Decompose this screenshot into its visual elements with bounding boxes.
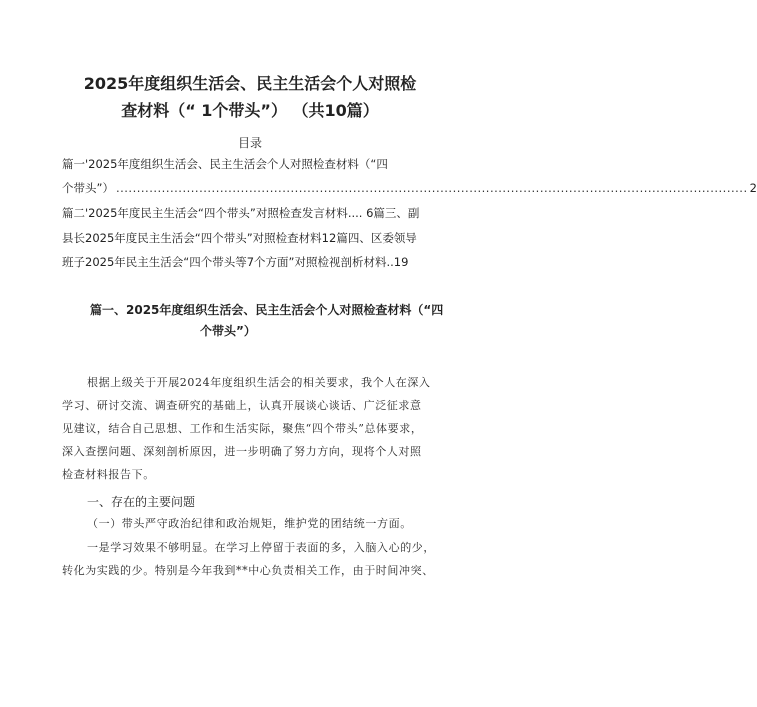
toc-leader-dots: ........................................................................................................................................................ <box>115 181 748 195</box>
section-title-line-1: 篇一、2025年度组织生活会、民主生活会个人对照检查材料（“四 <box>90 303 444 317</box>
toc-heading: 目录 <box>237 136 262 150</box>
body-line-1: 一是学习效果不够明显。在学习上停留于表面的多，入脑入心的少， <box>87 541 435 554</box>
section-title-line-2: 个带头”） <box>200 324 256 338</box>
paragraph-line-5: 检查材料报告下。 <box>62 468 155 481</box>
toc-entry-1-page: 2 <box>749 181 757 195</box>
paragraph-line-2: 学习、研讨交流、调查研究的基础上，认真开展谈心谈话、广泛征求意 <box>62 399 422 412</box>
paragraph-line-1: 根据上级关于开展2024年度组织生活会的相关要求，我个人在深入 <box>87 376 431 389</box>
paragraph-line-4: 深入查摆问题、深刻剖析原因，进一步明确了努力方向，现将个人对照 <box>62 445 422 458</box>
subheading-1: （一）带头严守政治纪律和政治规矩，维护党的团结统一方面。 <box>87 517 412 530</box>
toc-entry-3[interactable]: 县长2025年度民主生活会“四个带头”对照检查材料12篇四、区委领导 <box>62 231 417 245</box>
toc-entry-4[interactable]: 班子2025年民主生活会“四个带头等7个方面”对照检视剖析材料..19 <box>62 255 409 269</box>
toc-entry-1-continued[interactable] <box>62 179 757 197</box>
toc-entry-1-text: 个带头”） <box>62 181 114 195</box>
toc-entry-2[interactable]: 篇二'2025年度民主生活会“四个带头”对照检查发言材料.... 6篇三、副 <box>62 206 420 220</box>
paragraph-line-3: 见建议，结合自己思想、工作和生活实际，聚焦“四个带头”总体要求， <box>62 422 423 435</box>
document-title-line-2: 查材料（“ 1个带头”） （共10篇） <box>121 101 379 120</box>
document-title-line-1: 2025年度组织生活会、民主生活会个人对照检 <box>83 74 417 93</box>
body-line-2: 转化为实践的少。特别是今年我到**中心负责相关工作，由于时间冲突、 <box>62 564 434 577</box>
section-heading-issues: 一、存在的主要问题 <box>87 495 196 509</box>
toc-entry-1[interactable]: 篇一'2025年度组织生活会、民主生活会个人对照检查材料（“四 <box>62 157 388 171</box>
